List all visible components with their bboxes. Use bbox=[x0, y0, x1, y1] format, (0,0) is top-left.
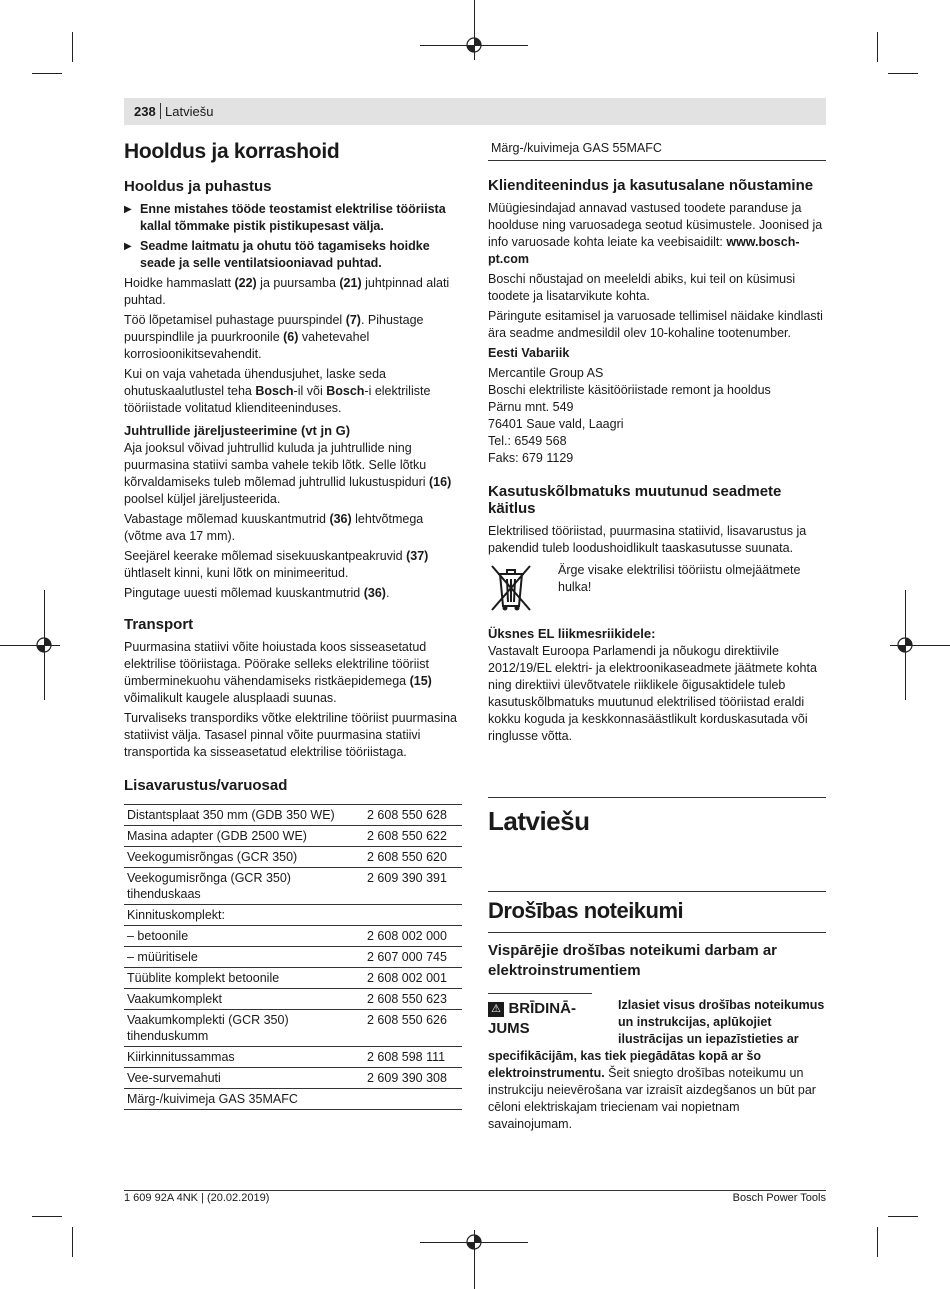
crop-mark bbox=[32, 73, 62, 74]
address-block bbox=[488, 365, 826, 467]
subsection-heading: Klienditeenindus ja kasutusalane nõustamine bbox=[488, 177, 814, 194]
country-heading: Eesti Vabariik bbox=[488, 346, 570, 360]
bullet-item: ▶ Seadme laitmatu ja ohutu töö tagamiseks hoidke seade ja selle ventilatsiooniavad puhtad. bbox=[124, 239, 430, 270]
part-code: 2 608 550 628 bbox=[364, 805, 462, 826]
part-code bbox=[364, 905, 462, 926]
paragraph: Elektrilised tööriistad, puurmasina statiivid, lisavarustus ja pakendid tuleb loodushoidlikult taaskasutusse suunata. bbox=[488, 524, 807, 555]
subsection-heading: Transport bbox=[124, 616, 194, 633]
crop-mark bbox=[877, 32, 878, 62]
paragraph: Aja jooksul võivad juhtrullid kuluda ja juhtrullide ning puurmasina statiivi samba vahele tekib lõtk. Selle lõtku kõrvaldamiseks tuleb mõlemad juhtrullid lukustuspiduri (16) poolsel küljel järeljusteerida. bbox=[124, 441, 452, 506]
part-name: Märg-/kuivimeja GAS 35MAFC bbox=[124, 1089, 364, 1110]
paragraph: Hoidke hammaslatt (22) ja puursamba (21) juhtpinnad alati puhtad. bbox=[124, 276, 450, 307]
part-name: Veekogumisrõnga (GCR 350) tihenduskaas bbox=[124, 868, 364, 905]
paragraph: Pingutage uuesti mõlemad kuuskantmutrid (36). bbox=[124, 586, 390, 600]
part-name: Kiirkinnitussammas bbox=[124, 1047, 364, 1068]
header-separator bbox=[160, 103, 161, 119]
address-line: Pärnu mnt. 549 bbox=[488, 400, 574, 414]
parts-table-continuation: Märg-/kuivimeja GAS 55MAFC bbox=[488, 138, 826, 161]
warning-text: Izlasiet visus drošības noteikumus un instrukcijas, aplūkojiet ilustrācijas un iepazīstieties ar specifikācijām, kas tiek piegādātas kopā ar šo elektroinstrumentu. Šeit sniegto drošības noteikumu un instrukciju neievērošana var izraisīt aizdegšanos un būt par cēloni elektriskajam triecienam vai nopietnam savainojumam. bbox=[488, 998, 825, 1131]
subsection-heading: Vispārējie drošības noteikumi darbam ar elektroinstrumentiem bbox=[488, 942, 777, 979]
registration-mark-icon bbox=[35, 636, 53, 654]
bullet-arrow-icon: ▶ bbox=[124, 204, 132, 215]
left-column bbox=[124, 140, 462, 1110]
page-header-bar bbox=[124, 98, 826, 125]
part-name: Tüüblite komplekt betoonile bbox=[124, 968, 364, 989]
footer-divider bbox=[124, 1190, 826, 1191]
crop-mark bbox=[877, 1227, 878, 1257]
section-divider bbox=[488, 932, 826, 933]
registration-mark-icon bbox=[465, 36, 483, 54]
warning-label: ⚠ BRĪDINĀ- JUMS bbox=[488, 1000, 576, 1037]
table-row bbox=[124, 947, 462, 968]
part-name: – betoonile bbox=[124, 926, 364, 947]
part-code: 2 608 598 111 bbox=[364, 1047, 462, 1068]
crop-mark bbox=[72, 1227, 73, 1257]
part-name: Kinnituskomplekt: bbox=[124, 905, 364, 926]
paragraph: Töö lõpetamisel puhastage puurspindel (7). Pihustage puurspindlile ja puurkroonile (6) vahetevahel korrosioonikitsevahendit. bbox=[124, 313, 424, 361]
crop-mark bbox=[72, 32, 73, 62]
registration-mark-icon bbox=[896, 636, 914, 654]
warning-block bbox=[488, 997, 826, 1133]
part-code: 2 608 550 622 bbox=[364, 826, 462, 847]
address-line: Boschi elektriliste käsitööriistade remont ja hooldus bbox=[488, 383, 771, 397]
part-code: 2 608 550 623 bbox=[364, 989, 462, 1010]
table-row bbox=[124, 905, 462, 926]
part-name: Veekogumisrõngas (GCR 350) bbox=[124, 847, 364, 868]
bullet-item: ▶ Enne mistahes tööde teostamist elektrilise tööriista kallal tõmmake pistik pistikupesast välja. bbox=[124, 202, 446, 233]
table-row bbox=[124, 926, 462, 947]
table-row bbox=[124, 868, 462, 905]
part-code: 2 609 390 308 bbox=[364, 1068, 462, 1089]
address-line: Faks: 679 1129 bbox=[488, 451, 574, 465]
crop-mark bbox=[888, 73, 918, 74]
crop-mark bbox=[32, 1216, 62, 1217]
address-line: 76401 Saue vald, Laagri bbox=[488, 417, 624, 431]
language-title: Latviešu bbox=[488, 806, 590, 836]
crop-mark bbox=[888, 1216, 918, 1217]
parts-table bbox=[124, 804, 462, 1110]
table-row bbox=[124, 968, 462, 989]
section-title: Hooldus ja korrashoid bbox=[124, 140, 340, 163]
paragraph: Müügiesindajad annavad vastused toodete paranduse ja hoolduse ning varuosadega seotud küsimustele. Joonised ja info varuosade kohta leiate ka veebisaidilt: www.bosch-pt.com bbox=[488, 201, 823, 266]
part-code: 2 608 550 626 bbox=[364, 1010, 462, 1047]
part-name: – müüritisele bbox=[124, 947, 364, 968]
table-row bbox=[124, 1047, 462, 1068]
table-row bbox=[124, 1010, 462, 1047]
section-divider bbox=[488, 797, 826, 798]
paragraph: Kui on vaja vahetada ühendusjuhet, laske seda ohutuskaalutlustel teha Bosch-il või Bosch-i elektriliste tööriistade volitatud klienditeeninduses. bbox=[124, 367, 431, 415]
sub-heading: Üksnes EL liikmesriikidele: bbox=[488, 626, 656, 641]
safety-title: Drošības noteikumi bbox=[488, 898, 684, 923]
address-line: Mercantile Group AS bbox=[488, 366, 604, 380]
address-line: Tel.: 6549 568 bbox=[488, 434, 567, 448]
part-code: 2 608 002 000 bbox=[364, 926, 462, 947]
page-number: 238 bbox=[134, 104, 156, 119]
table-row bbox=[124, 989, 462, 1010]
page-header bbox=[134, 104, 156, 119]
part-code bbox=[364, 1089, 462, 1110]
paragraph: Päringute esitamisel ja varuosade tellimisel näidake kindlasti ära seadme andmesildil olev 10-kohaline tootenumber. bbox=[488, 309, 823, 340]
paragraph: Seejärel keerake mõlemad sisekuuskantpeakruvid (37) ühtlaselt kinni, kuni lõtk on minimeeritud. bbox=[124, 549, 429, 580]
right-column bbox=[488, 138, 826, 1136]
registration-mark-icon bbox=[465, 1233, 483, 1251]
part-name: Distantsplaat 350 mm (GDB 350 WE) bbox=[124, 805, 364, 826]
paragraph: Puurmasina statiivi võite hoiustada koos sisseasetatud elektrilise tööriistaga. Pöörake selleks elektriline tööriist ümberminekuohu vähendamiseks ristkäepidemega (15) võimalikult kaugele alusplaadi suunas. bbox=[124, 640, 432, 705]
footer-doc-id: 1 609 92A 4NK | (20.02.2019) bbox=[124, 1192, 270, 1204]
part-code: 2 607 000 745 bbox=[364, 947, 462, 968]
table-row bbox=[124, 805, 462, 826]
subsection-heading: Hooldus ja puhastus bbox=[124, 178, 272, 195]
paragraph: Vabastage mõlemad kuuskantmutrid (36) lehtvõtmega (võtme ava 17 mm). bbox=[124, 512, 424, 543]
disposal-notice bbox=[488, 560, 826, 618]
crossed-out-bin-icon bbox=[488, 562, 534, 614]
table-row bbox=[124, 1068, 462, 1089]
part-name: Vaakumkomplekt bbox=[124, 989, 364, 1010]
disposal-warning-text: Ärge visake elektrilisi tööriistu olmejäätmete hulka! bbox=[558, 563, 801, 594]
section-divider bbox=[488, 993, 592, 994]
part-code: 2 608 550 620 bbox=[364, 847, 462, 868]
paragraph: Boschi nõustajad on meeleldi abiks, kui teil on küsimusi toodete ja lisatarvikute kohta. bbox=[488, 272, 796, 303]
paragraph: Vastavalt Euroopa Parlamendi ja nõukogu direktiivile 2012/19/EL elektri- ja elektroonikaseadmete jäätmete kohta ning direktiivi ülevõtvatele riiklikele õigusaktidele tuleb kasutuskõlbmatuks muutunud elektrilised tööriistad eraldi kokku koguda ja keskkonnasäästlikult korduskasutada või ringlusse võtta. bbox=[488, 644, 817, 743]
subsection-heading: Kasutuskõlbmatuks muutunud seadmete käitlus bbox=[488, 483, 782, 517]
part-name: Vee-survemahuti bbox=[124, 1068, 364, 1089]
part-name: Masina adapter (GDB 2500 WE) bbox=[124, 826, 364, 847]
footer-brand: Bosch Power Tools bbox=[732, 1192, 826, 1204]
table-row bbox=[124, 1089, 462, 1110]
part-code: 2 609 390 391 bbox=[364, 868, 462, 905]
subsection-heading: Lisavarustus/varuosad bbox=[124, 777, 288, 794]
table-row bbox=[124, 826, 462, 847]
section-divider bbox=[488, 891, 826, 892]
paragraph: Turvaliseks transpordiks võtke elektriline tööriist puurmasina statiivist välja. Tasasel pinnal võite puurmasina statiivi transportida ka sisseasetatud elektrilise tööriistaga. bbox=[124, 711, 458, 759]
part-code: 2 608 002 001 bbox=[364, 968, 462, 989]
bullet-arrow-icon: ▶ bbox=[124, 241, 132, 252]
header-language: Latviešu bbox=[165, 104, 214, 119]
part-name: Vaakumkomplekti (GCR 350) tihenduskumm bbox=[124, 1010, 364, 1047]
table-row bbox=[124, 847, 462, 868]
sub-heading: Juhtrullide järeljusteerimine (vt jn G) bbox=[124, 423, 351, 438]
warning-triangle-icon: ⚠ bbox=[488, 1002, 504, 1017]
